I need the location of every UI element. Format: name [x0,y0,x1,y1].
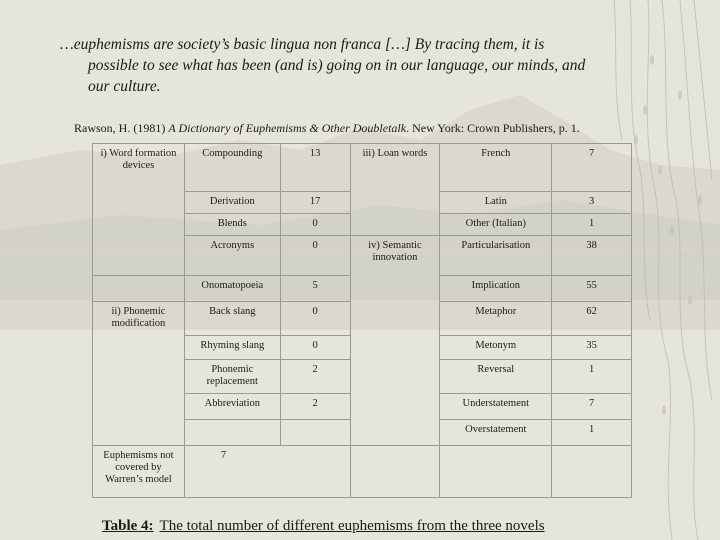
count-cell: 62 [552,302,632,336]
device-cell: Rhyming slang [184,336,280,360]
caption-label: Table 4: [102,518,154,534]
category-semantic-innovation: iv) Semantic innovation [350,236,440,446]
count-cell: 55 [552,276,632,302]
citation [74,121,694,136]
device-cell: Other (Italian) [440,214,552,236]
count-cell: 5 [280,276,350,302]
count-cell: 1 [552,420,632,446]
quote-line-2: possible to see what has been (and is) going on in our language, our minds, and [88,57,586,74]
device-cell: Back slang [184,302,280,336]
device-cell: Abbreviation [184,394,280,420]
device-cell: Metaphor [440,302,552,336]
category-word-formation: i) Word formation devices [93,144,185,276]
device-cell: Onomatopoeia [184,276,280,302]
count-cell: 13 [280,144,350,192]
device-cell: Particularisation [440,236,552,276]
citation-publisher: . New York: Crown Publishers, p. 1. [406,121,580,135]
euphemism-table [92,143,632,498]
count-cell: 0 [280,236,350,276]
quote-line-3: our culture. [88,78,161,95]
empty-cell [552,446,632,498]
empty-cell [440,446,552,498]
count-cell: 35 [552,336,632,360]
quote-block [60,34,660,97]
table-caption [102,518,545,535]
count-cell: 3 [552,192,632,214]
category-loan-words: iii) Loan words [350,144,440,236]
count-cell: 0 [280,214,350,236]
table-row [93,144,632,192]
category-phonemic-modification: ii) Phonemic modification [93,302,185,446]
count-cell: 38 [552,236,632,276]
count-cell: 0 [280,336,350,360]
table-row [93,446,632,498]
count-cell: 0 [280,302,350,336]
device-cell: Phonemic replacement [184,360,280,394]
quote-line-1: …euphemisms are society’s basic lingua non franca […] By tracing them, it is [60,36,545,53]
caption-text: The total number of different euphemisms from the three novels [159,518,545,534]
device-cell: Acronyms [184,236,280,276]
device-cell: Metonym [440,336,552,360]
count-cell: 2 [280,394,350,420]
device-cell: French [440,144,552,192]
count-cell: 7 [184,446,350,498]
count-cell [280,420,350,446]
device-cell: Compounding [184,144,280,192]
device-cell: Reversal [440,360,552,394]
count-cell: 17 [280,192,350,214]
category-not-covered: Euphemisms not covered by Warren’s model [93,446,185,498]
count-cell: 7 [552,394,632,420]
device-cell: Derivation [184,192,280,214]
device-cell: Blends [184,214,280,236]
device-cell [184,420,280,446]
count-cell: 1 [552,360,632,394]
category-blank [93,276,185,302]
count-cell: 7 [552,144,632,192]
device-cell: Latin [440,192,552,214]
count-cell: 2 [280,360,350,394]
citation-author: Rawson, H. (1981) [74,121,169,135]
count-cell: 1 [552,214,632,236]
citation-title: A Dictionary of Euphemisms & Other Doubletalk [168,121,407,135]
device-cell: Implication [440,276,552,302]
empty-cell [350,446,440,498]
device-cell: Understatement [440,394,552,420]
device-cell: Overstatement [440,420,552,446]
